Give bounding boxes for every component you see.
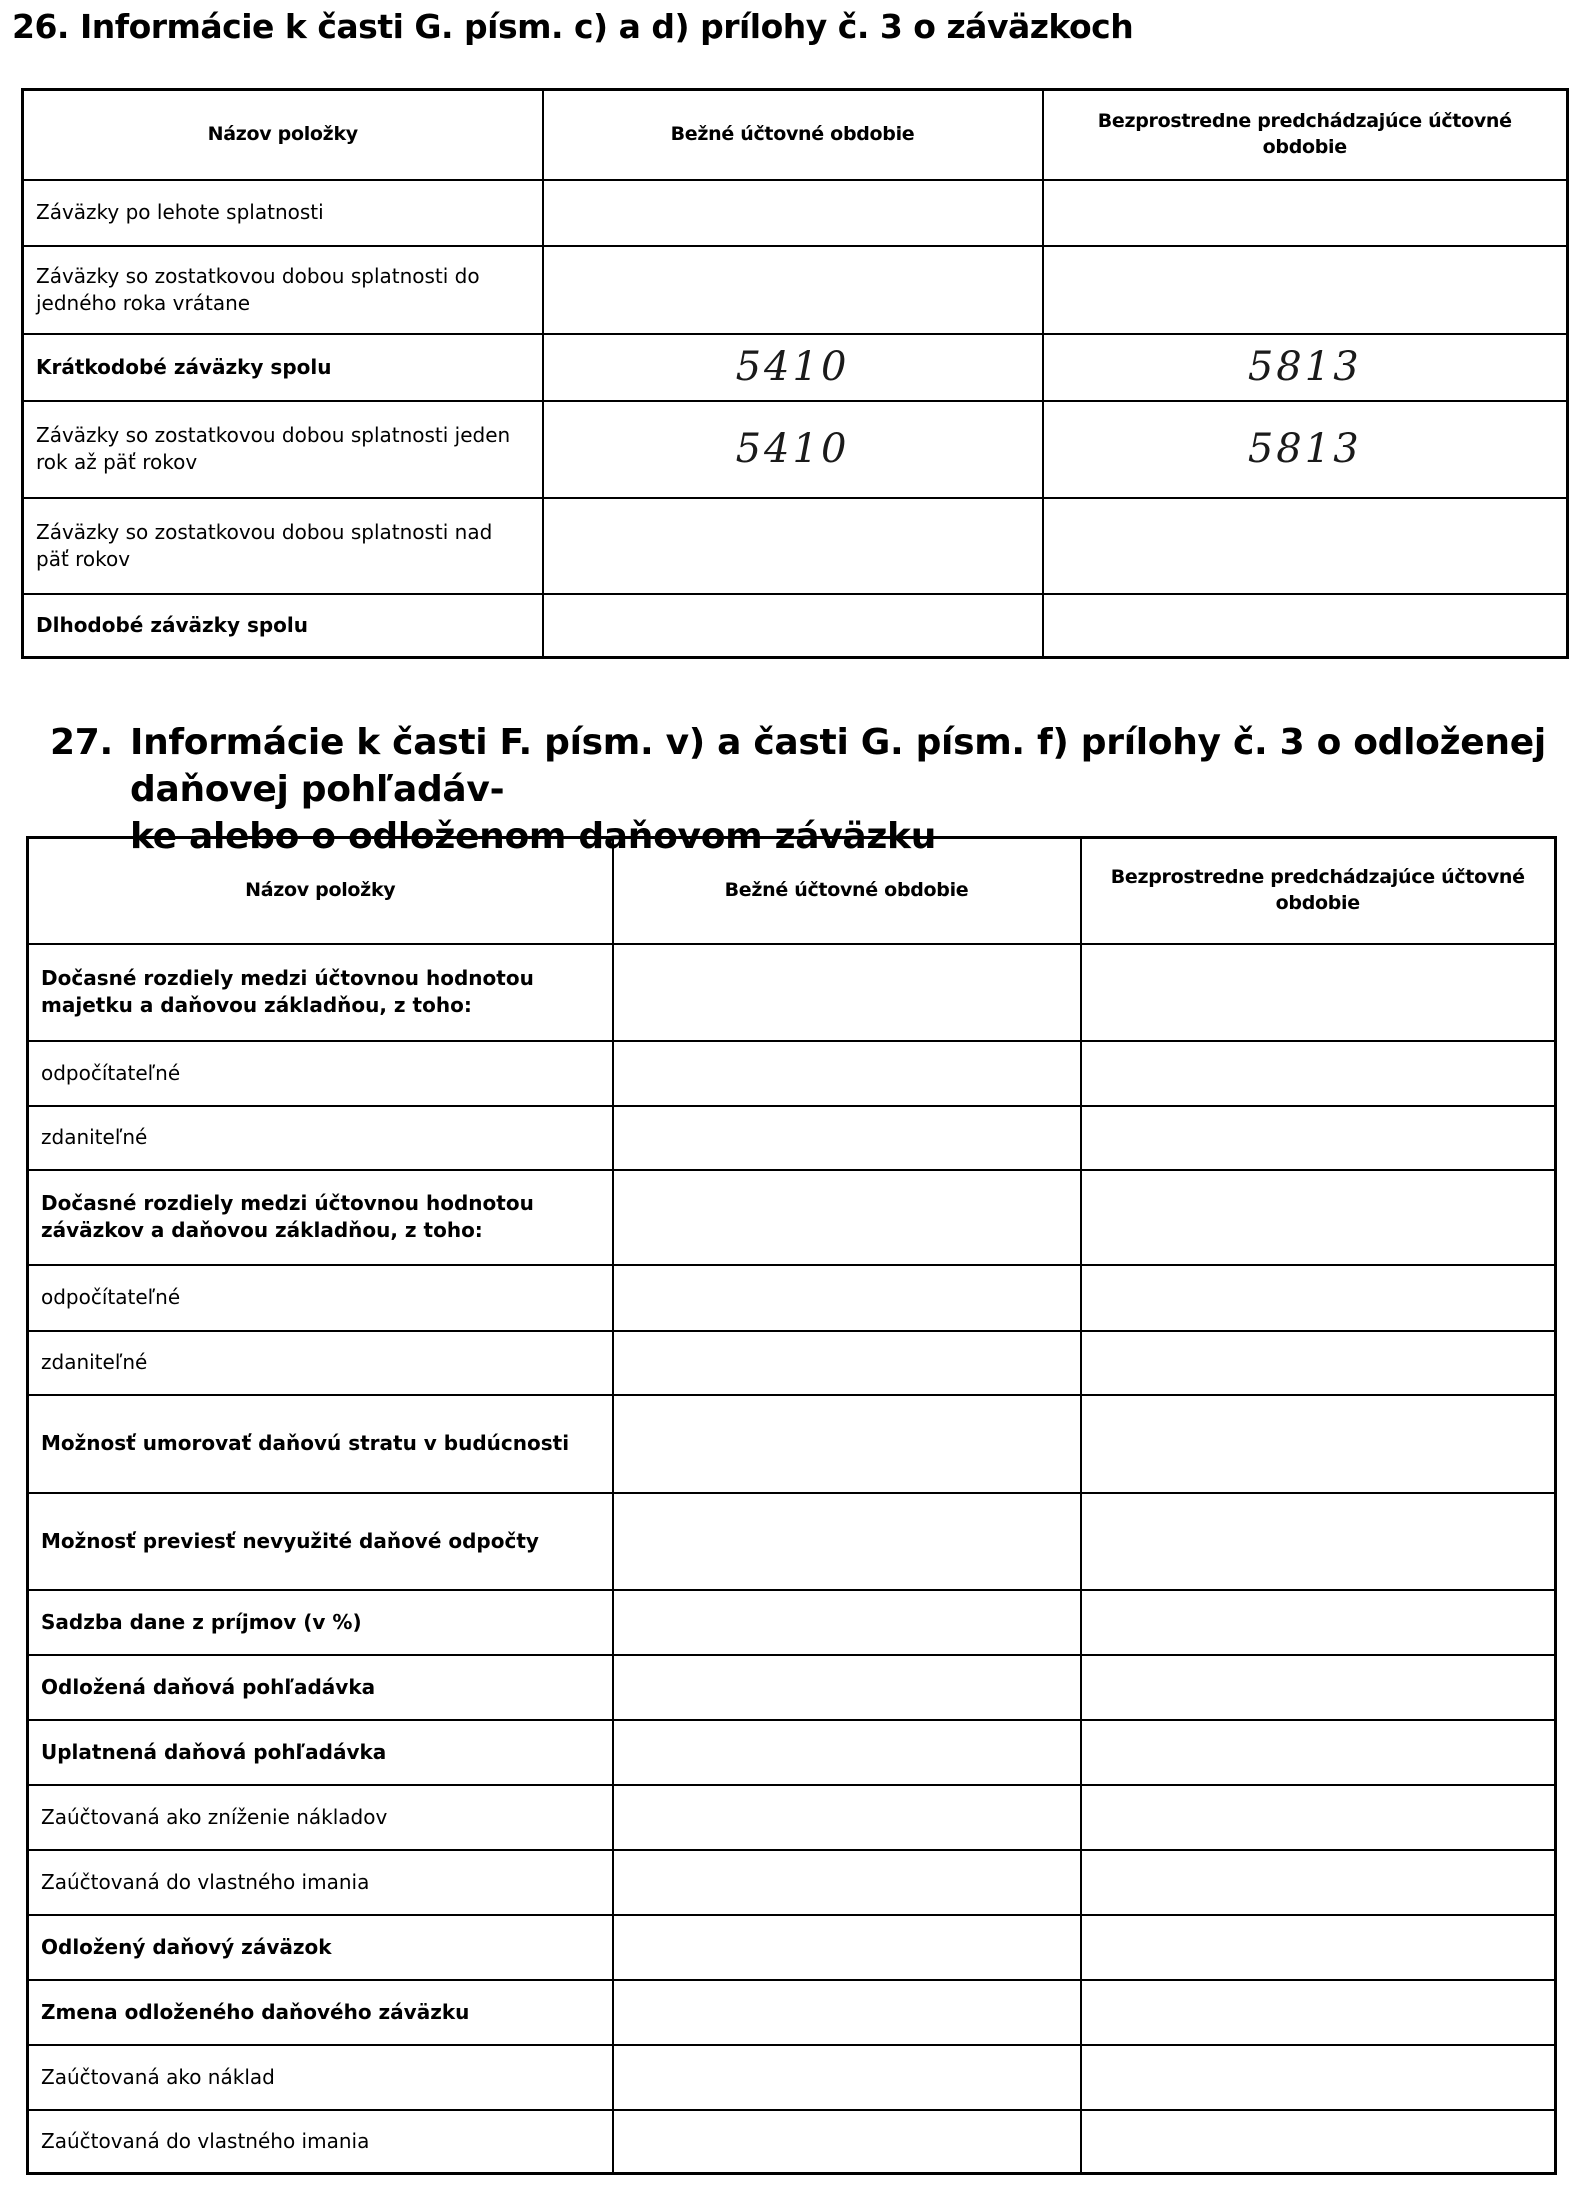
current-period-value[interactable] xyxy=(543,498,1043,594)
previous-period-cell[interactable] xyxy=(1081,2110,1556,2174)
current-period-cell[interactable] xyxy=(613,944,1081,1041)
row-label: Odložený daňový záväzok xyxy=(28,1915,613,1980)
table-row xyxy=(28,1265,1556,1331)
row-label: Záväzky so zostatkovou dobou splatnosti jeden rok až päť rokov xyxy=(23,401,543,498)
row-label: Možnosť umorovať daňovú stratu v budúcnosti xyxy=(28,1395,613,1493)
current-period-value[interactable] xyxy=(543,594,1043,658)
column-header-current-period: Bežné účtovné obdobie xyxy=(613,838,1081,944)
previous-period-cell[interactable] xyxy=(1081,1265,1556,1331)
current-period-cell[interactable] xyxy=(613,1106,1081,1170)
row-label: zdaniteľné xyxy=(28,1331,613,1395)
column-header-item: Názov položky xyxy=(23,90,543,180)
column-header-previous-period: Bezprostredne predchádzajúce účtovné obdobie xyxy=(1043,90,1568,180)
previous-period-value[interactable]: 5813 xyxy=(1043,401,1568,498)
previous-period-cell[interactable] xyxy=(1081,1915,1556,1980)
current-period-cell[interactable] xyxy=(613,1265,1081,1331)
previous-period-value[interactable] xyxy=(1043,180,1568,246)
liabilities-table xyxy=(21,88,1569,659)
current-period-cell[interactable] xyxy=(613,1915,1081,1980)
previous-period-cell[interactable] xyxy=(1081,1493,1556,1590)
current-period-cell[interactable] xyxy=(613,1655,1081,1720)
previous-period-cell[interactable] xyxy=(1081,1850,1556,1915)
row-label: Možnosť previesť nevyužité daňové odpočty xyxy=(28,1493,613,1590)
row-label: Uplatnená daňová pohľadávka xyxy=(28,1720,613,1785)
current-period-value[interactable] xyxy=(543,246,1043,334)
table-row xyxy=(23,334,1568,401)
section-27-number: 27. xyxy=(50,722,113,763)
current-period-cell[interactable] xyxy=(613,1041,1081,1106)
row-label: Záväzky po lehote splatnosti xyxy=(23,180,543,246)
previous-period-value[interactable] xyxy=(1043,498,1568,594)
row-label: Sadzba dane z príjmov (v %) xyxy=(28,1590,613,1655)
table-row xyxy=(28,1785,1556,1850)
row-label: Zaúčtovaná ako náklad xyxy=(28,2045,613,2110)
table-row xyxy=(28,1106,1556,1170)
previous-period-value[interactable]: 5813 xyxy=(1043,334,1568,401)
table-row xyxy=(23,498,1568,594)
table-row xyxy=(23,594,1568,658)
table-row xyxy=(28,1980,1556,2045)
row-label: Dočasné rozdiely medzi účtovnou hodnotou majetku a daňovou základňou, z toho: xyxy=(28,944,613,1041)
deferred-tax-table xyxy=(26,836,1557,2175)
column-header-previous-period: Bezprostredne predchádzajúce účtovné obdobie xyxy=(1081,838,1556,944)
table-row xyxy=(23,401,1568,498)
table-row xyxy=(28,1850,1556,1915)
table-row xyxy=(28,1655,1556,1720)
current-period-cell[interactable] xyxy=(613,2110,1081,2174)
column-header-current-period: Bežné účtovné obdobie xyxy=(543,90,1043,180)
previous-period-cell[interactable] xyxy=(1081,1106,1556,1170)
row-label: Záväzky so zostatkovou dobou splatnosti do jedného roka vrátane xyxy=(23,246,543,334)
row-label: zdaniteľné xyxy=(28,1106,613,1170)
row-label: Zaúčtovaná do vlastného imania xyxy=(28,2110,613,2174)
current-period-cell[interactable] xyxy=(613,1395,1081,1493)
row-label: Dlhodobé záväzky spolu xyxy=(23,594,543,658)
previous-period-cell[interactable] xyxy=(1081,1980,1556,2045)
row-label: Zmena odloženého daňového záväzku xyxy=(28,1980,613,2045)
previous-period-cell[interactable] xyxy=(1081,1655,1556,1720)
current-period-value[interactable]: 5410 xyxy=(543,401,1043,498)
row-label: Zaúčtovaná do vlastného imania xyxy=(28,1850,613,1915)
section-27-title-line-1: Informácie k časti F. písm. v) a časti G. písm. f) prílohy č. 3 o odloženej daňovej pohľadáv- xyxy=(130,722,1546,810)
current-period-cell[interactable] xyxy=(613,1493,1081,1590)
table-row xyxy=(23,180,1568,246)
table-row xyxy=(28,944,1556,1041)
current-period-cell[interactable] xyxy=(613,1590,1081,1655)
table-row xyxy=(28,1041,1556,1106)
row-label: Záväzky so zostatkovou dobou splatnosti nad päť rokov xyxy=(23,498,543,594)
row-label: Dočasné rozdiely medzi účtovnou hodnotou záväzkov a daňovou základňou, z toho: xyxy=(28,1170,613,1265)
row-label: Krátkodobé záväzky spolu xyxy=(23,334,543,401)
previous-period-cell[interactable] xyxy=(1081,1395,1556,1493)
current-period-cell[interactable] xyxy=(613,1850,1081,1915)
table-row xyxy=(28,1170,1556,1265)
previous-period-cell[interactable] xyxy=(1081,2045,1556,2110)
previous-period-value[interactable] xyxy=(1043,594,1568,658)
current-period-cell[interactable] xyxy=(613,1720,1081,1785)
previous-period-cell[interactable] xyxy=(1081,1590,1556,1655)
previous-period-cell[interactable] xyxy=(1081,1041,1556,1106)
row-label: odpočítateľné xyxy=(28,1041,613,1106)
current-period-cell[interactable] xyxy=(613,2045,1081,2110)
column-header-item: Názov položky xyxy=(28,838,613,944)
table-row xyxy=(28,2110,1556,2174)
current-period-value[interactable]: 5410 xyxy=(543,334,1043,401)
table-row xyxy=(28,1915,1556,1980)
table-row xyxy=(28,1331,1556,1395)
current-period-value[interactable] xyxy=(543,180,1043,246)
row-label: odpočítateľné xyxy=(28,1265,613,1331)
row-label: Odložená daňová pohľadávka xyxy=(28,1655,613,1720)
table-row xyxy=(28,1493,1556,1590)
section-26-title: 26. Informácie k časti G. písm. c) a d) prílohy č. 3 o záväzkoch xyxy=(12,7,1134,46)
previous-period-cell[interactable] xyxy=(1081,1720,1556,1785)
table-row xyxy=(28,1395,1556,1493)
previous-period-cell[interactable] xyxy=(1081,1331,1556,1395)
current-period-cell[interactable] xyxy=(613,1331,1081,1395)
previous-period-value[interactable] xyxy=(1043,246,1568,334)
current-period-cell[interactable] xyxy=(613,1785,1081,1850)
current-period-cell[interactable] xyxy=(613,1170,1081,1265)
table-row xyxy=(28,2045,1556,2110)
current-period-cell[interactable] xyxy=(613,1980,1081,2045)
section-27-title-line-2: ke alebo o odloženom daňovom záväzku xyxy=(130,815,937,857)
previous-period-cell[interactable] xyxy=(1081,944,1556,1041)
previous-period-cell[interactable] xyxy=(1081,1170,1556,1265)
previous-period-cell[interactable] xyxy=(1081,1785,1556,1850)
row-label: Zaúčtovaná ako zníženie nákladov xyxy=(28,1785,613,1850)
table-row xyxy=(23,246,1568,334)
table-row xyxy=(28,1590,1556,1655)
table-row xyxy=(28,1720,1556,1785)
